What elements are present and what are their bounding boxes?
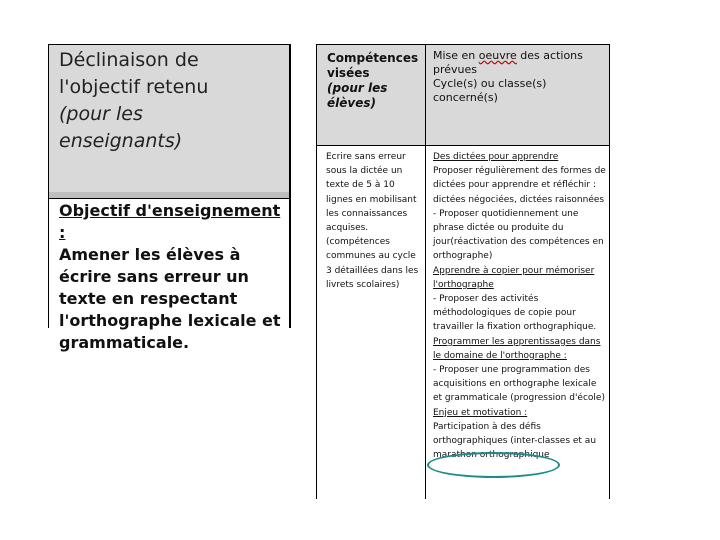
title-line-1: Déclinaison de bbox=[59, 49, 199, 71]
header-competences-line1: Compétences bbox=[327, 51, 419, 65]
section-heading: Enjeu et motivation : bbox=[433, 407, 528, 418]
section-heading: Des dictées pour apprendre bbox=[433, 152, 559, 162]
title-line-2: l'objectif retenu bbox=[59, 76, 209, 98]
objective-header-text bbox=[59, 47, 287, 155]
header-competences-line2: visées bbox=[327, 66, 370, 80]
header-competences-line4: élèves) bbox=[327, 96, 376, 110]
header-actions-line4: concerné(s) bbox=[433, 91, 498, 104]
actions-list bbox=[433, 150, 607, 462]
section-dictees bbox=[433, 150, 607, 264]
section-heading: Programmer les apprentissages dans le domaine de l'orthographe : bbox=[433, 336, 601, 361]
title-line-3: (pour les bbox=[59, 103, 143, 125]
actions-table bbox=[316, 44, 610, 499]
header-competences bbox=[327, 51, 423, 111]
section-copier bbox=[433, 264, 607, 335]
section-text: - Proposer des activités méthodologiques de copie pour travailler la fixation orthographique. bbox=[433, 294, 597, 333]
actions-header bbox=[317, 44, 609, 146]
column-divider bbox=[425, 44, 426, 499]
header-actions-line2: prévues bbox=[433, 63, 478, 76]
competences-text: Ecrire sans erreur sous la dictée un texte de 5 à 10 lignes en mobilisant les connaissances acquises. (compétences communes au cycle 3 détaillées dans les livrets scolaires) bbox=[326, 152, 419, 290]
objective-header bbox=[49, 44, 289, 194]
title-line-4: enseignants) bbox=[59, 130, 183, 152]
header-separator bbox=[49, 192, 289, 199]
section-text: Proposer régulièrement des formes de dictées pour apprendre et réfléchir : dictées négociées, dictées raisonnées - Proposer quotidiennement une phrase dictée ou produite du jour(réactivation des compétences en orthographe) bbox=[433, 166, 606, 262]
section-text: Participation à des défis orthographiques (inter-classes et au marathon orthographique bbox=[433, 421, 597, 461]
objective-body bbox=[59, 200, 285, 354]
misspelled-word: oeuvre bbox=[478, 49, 517, 62]
objective-table bbox=[48, 44, 291, 352]
header-actions-line3: Cycle(s) ou classe(s) bbox=[433, 77, 547, 90]
objective-text: Amener les élèves à écrire sans erreur un texte en respectant l'orthographe lexicale et grammaticale. bbox=[59, 245, 281, 352]
header-actions bbox=[433, 49, 605, 105]
objective-heading: Objectif d'enseignement : bbox=[59, 201, 281, 242]
section-heading: Apprendre à copier pour mémoriser l'orthographe bbox=[433, 265, 595, 290]
header-actions-line1: Mise en oeuvre des actions bbox=[433, 49, 583, 62]
section-programmer bbox=[433, 335, 607, 406]
section-text: - Proposer une programmation des acquisitions en orthographe lexicale et grammaticale (progression d'école) bbox=[433, 365, 605, 404]
highlight-ellipse bbox=[427, 452, 560, 478]
header-competences-line3: (pour les bbox=[327, 81, 388, 95]
